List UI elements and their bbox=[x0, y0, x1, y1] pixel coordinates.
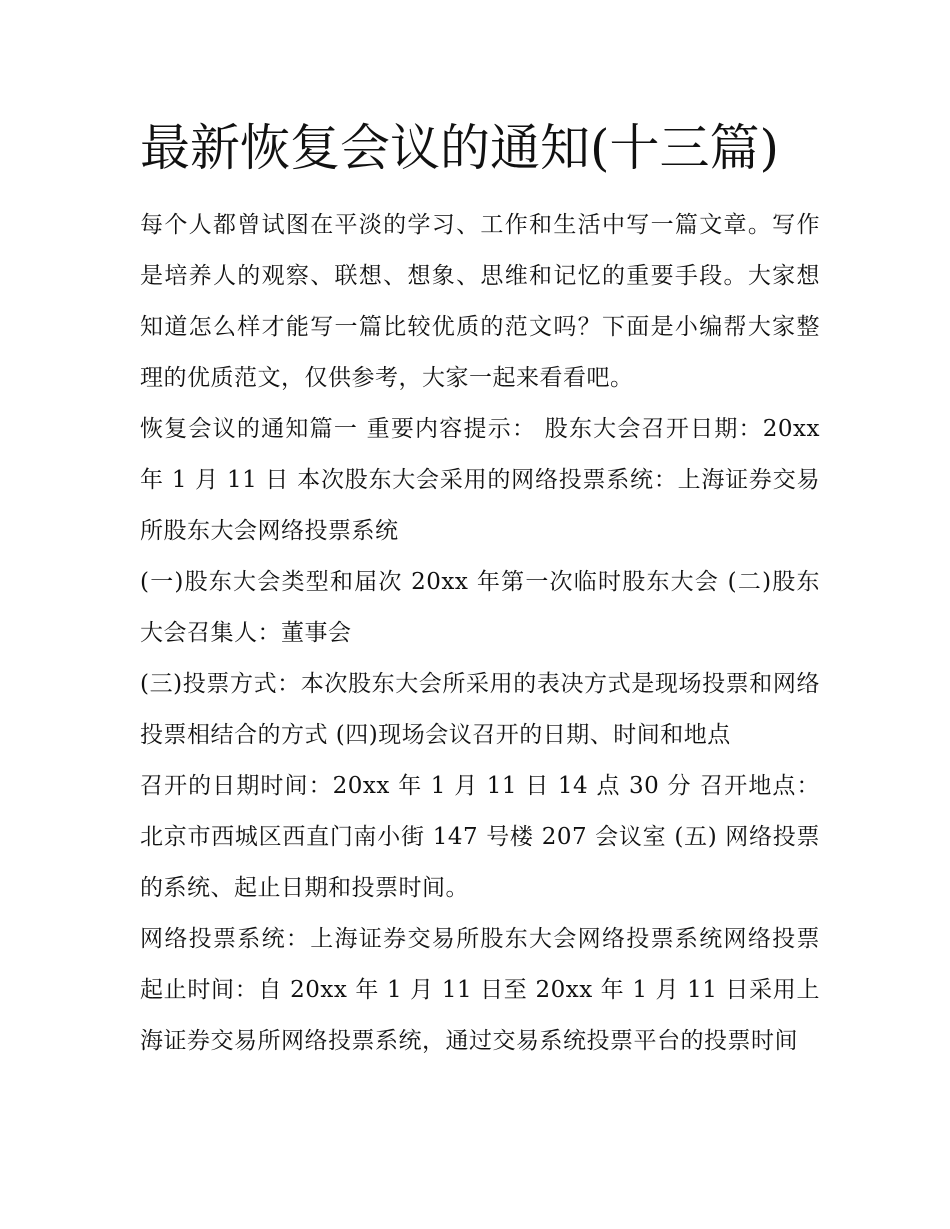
document-title: 最新恢复会议的通知(十三篇) bbox=[140, 119, 780, 177]
paragraph-intro: 每个人都曾试图在平淡的学习、工作和生活中写一篇文章。写作是培养人的观察、联想、想象、思维和记忆的重要手段。大家想知道怎么样才能写一篇比较优质的范文吗？下面是小编帮大家整理的优质范文，仅供参考，大家一起来看看吧。 bbox=[140, 212, 820, 391]
paragraph-voting-method: (三)投票方式：本次股东大会所采用的表决方式是现场投票和网络投票相结合的方式 (四)现场会议召开的日期、时间和地点 bbox=[140, 671, 820, 748]
paragraph-meeting-type: (一)股东大会类型和届次 20xx 年第一次临时股东大会 (二)股东大会召集人：董事会 bbox=[140, 569, 820, 646]
paragraph-online-voting: 网络投票系统：上海证券交易所股东大会网络投票系统网络投票起止时间：自 20xx 年 1 月 11 日至 20xx 年 1 月 11 日采用上海证券交易所网络投票系统，通过交易系统投票平台的投票时间 bbox=[140, 926, 820, 1054]
paragraph-notice-1: 恢复会议的通知篇一 重要内容提示： 股东大会召开日期：20xx 年 1 月 11 日 本次股东大会采用的网络投票系统：上海证券交易所股东大会网络投票系统 bbox=[140, 416, 820, 544]
document-page bbox=[140, 112, 820, 1067]
paragraph-meeting-time-place: 召开的日期时间：20xx 年 1 月 11 日 14 点 30 分 召开地点：北京市西城区西直门南小街 147 号楼 207 会议室 (五) 网络投票的系统、起止日期和投票时间。 bbox=[140, 773, 820, 901]
